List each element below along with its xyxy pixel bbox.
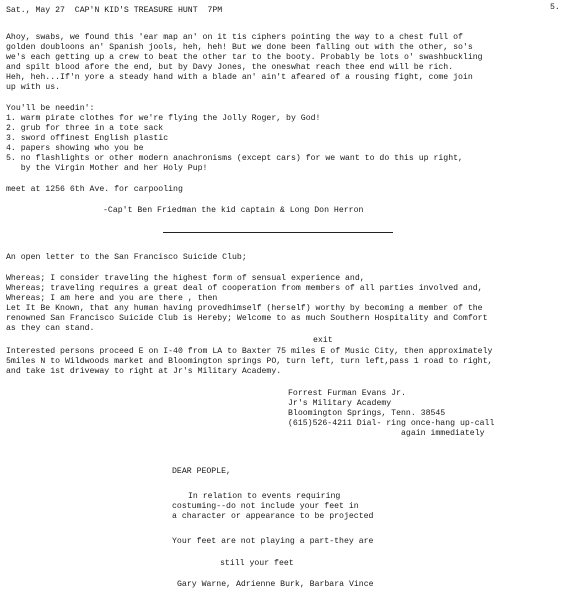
address-line: (615)526-4211 Dial- ring once-hang up-call <box>288 419 495 428</box>
intro-line: Heh, heh...If'n yore a steady hand with a blade an' ain't afeared of a rousing fight, come join <box>6 73 473 82</box>
letter-line: Whereas; I consider traveling the highest form of sensual experience and, <box>6 274 365 283</box>
page-number: 5. <box>550 3 560 12</box>
list-item: 5. no flashlights or other modern anachronisms (except cars) for we want to do this up right, <box>6 154 463 163</box>
note-line: still your feet <box>220 559 294 568</box>
exit-label: exit <box>313 336 333 345</box>
letter-salutation: An open letter to the San Francisco Suicide Club; <box>6 253 247 262</box>
address-line: Bloomington Springs, Tenn. 38545 <box>288 409 446 418</box>
section-divider <box>163 232 393 233</box>
letter-line: and take 1st driveway to right at Jr's Military Academy. <box>6 367 282 376</box>
page-title: Sat., May 27 CAP'N KID'S TREASURE HUNT 7PM <box>6 6 223 15</box>
letter-line: as they can stand. <box>6 324 95 333</box>
meet-info: meet at 1256 6th Ave. for carpooling <box>6 185 183 194</box>
intro-line: and spilt blood afore the end, but by Davy Jones, the oneswhat reach thee end will be rich. <box>6 63 454 72</box>
note-line: a character or appearance to be projected <box>172 512 374 521</box>
intro-line: Ahoy, swabs, we found this 'ear map an' on it tis ciphers pointing the way to a chest full of <box>6 33 463 42</box>
list-item: by the Virgin Mother and her Holy Pup! <box>6 164 208 173</box>
note-line: costuming--do not include your feet in <box>172 502 359 511</box>
letter-line: Interested persons proceed E on I-40 from LA to Baxter 75 miles E of Music City, then approximately <box>6 347 493 356</box>
intro-line: we's each getting up a crew to beat the other tar to the booty. Probably be lots o' swashbuckling <box>6 53 483 62</box>
letter-line: 5miles N to Wildwoods market and Bloomington springs PO, turn left, turn left,pass 1 road to right, <box>6 357 493 366</box>
address-line: again immediately <box>288 429 485 438</box>
list-item: 4. papers showing who you be <box>6 144 144 153</box>
signature-captains: -Cap't Ben Friedman the kid captain & Long Don Herron <box>103 206 364 215</box>
intro-line: golden doubloons an' Spanish jools, heh, heh! But we done been falling out with the other, so's <box>6 43 473 52</box>
address-line: Jr's Military Academy <box>288 399 392 408</box>
note-line: In relation to events requiring <box>188 492 341 501</box>
note-line: Your feet are not playing a part-they are <box>172 537 374 546</box>
letter-line: renowned San Francisco Suicide Club is Hereby; Welcome to as much Southern Hospitality and Comfort <box>6 314 488 323</box>
intro-line: up with us. <box>6 83 61 92</box>
address-line: Forrest Furman Evans Jr. <box>288 389 406 398</box>
letter-line: Whereas; traveling requires a great deal of cooperation from members of all parties involved and, <box>6 284 483 293</box>
list-item: 3. sword offinest English plastic <box>6 134 169 143</box>
note-signers: Gary Warne, Adrienne Burk, Barbara Vince <box>177 580 374 589</box>
list-item: 2. grub for three in a tote sack <box>6 124 164 133</box>
needs-heading: You'll be needin': <box>6 104 95 113</box>
note-heading: DEAR PEOPLE, <box>172 467 231 476</box>
letter-line: Whereas; I am here and you are there , then <box>6 294 218 303</box>
list-item: 1. warm pirate clothes for we're flying the Jolly Roger, by God! <box>6 114 321 123</box>
letter-line: Let It Be Known, that any human having provedhimself (herself) worthy by becoming a member of the <box>6 304 483 313</box>
